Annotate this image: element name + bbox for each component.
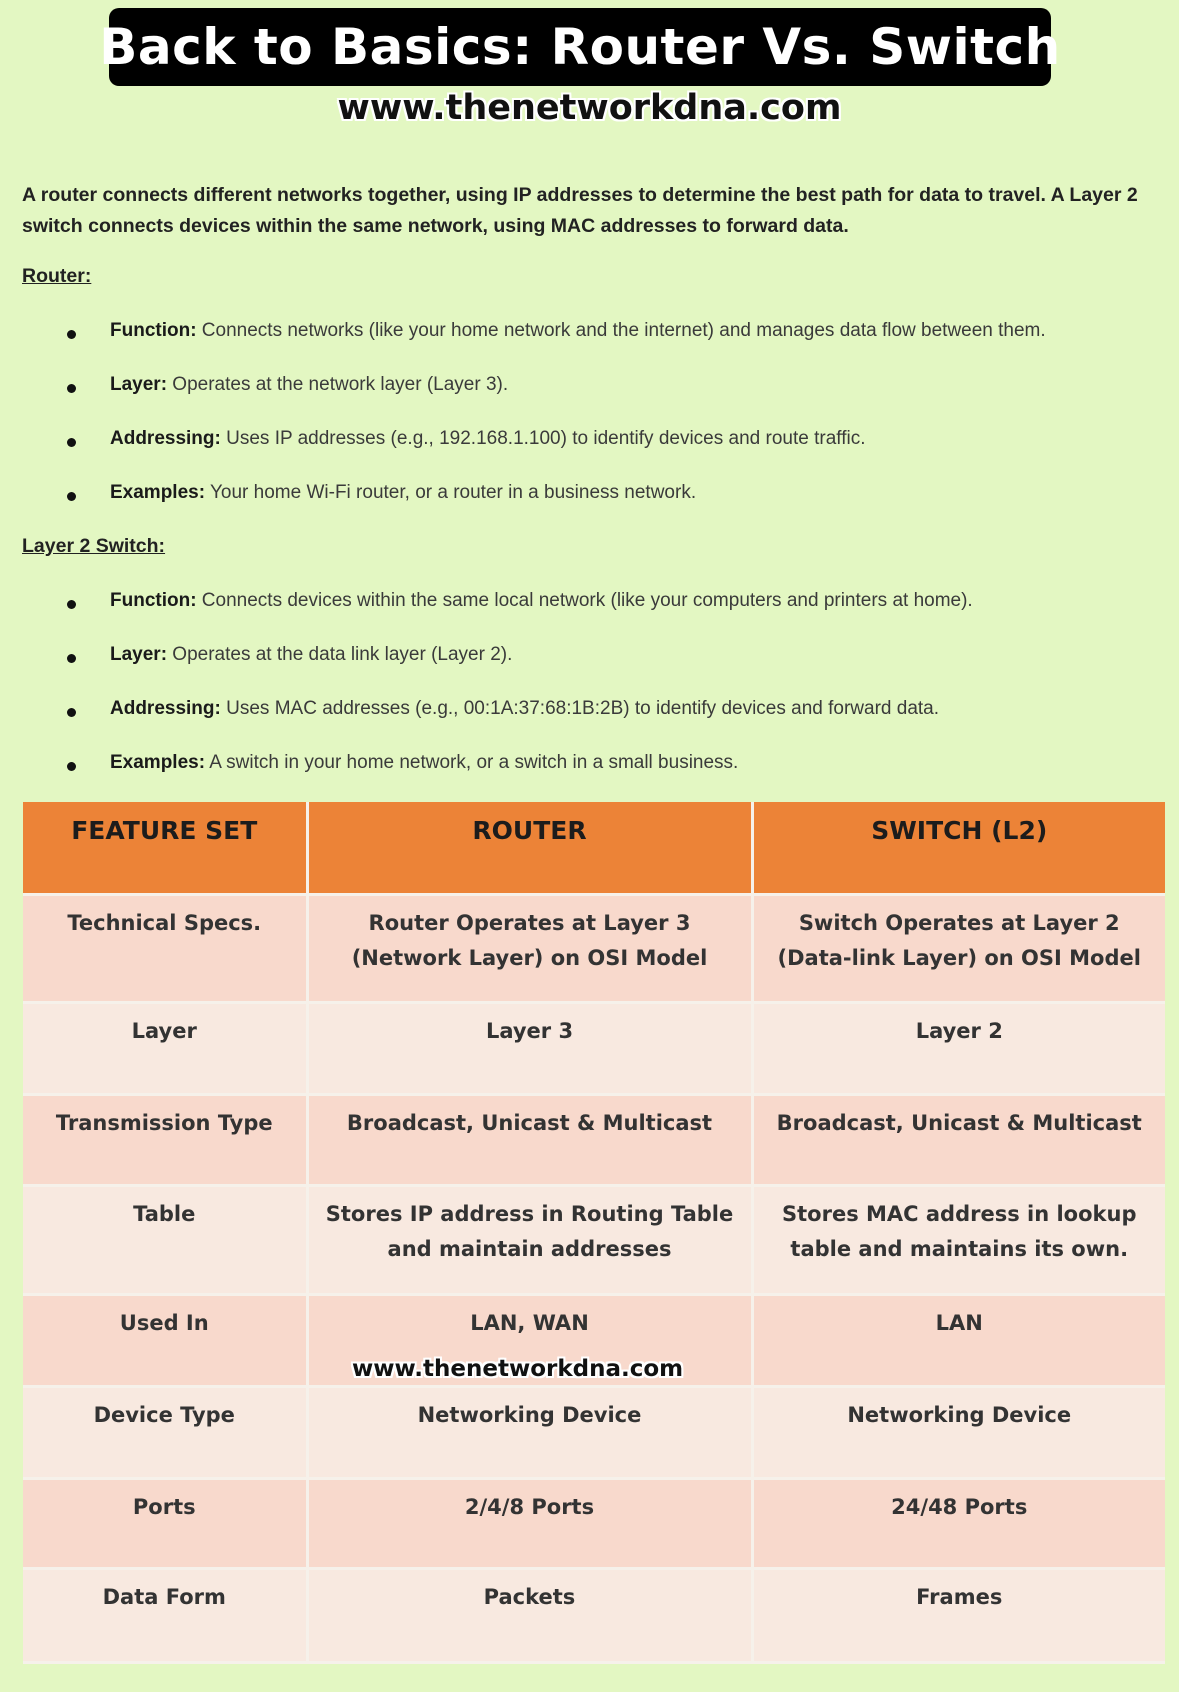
table-header-row (23, 802, 1165, 894)
list-item (0, 752, 1179, 806)
bullet-desc: A switch in your home network, or a switch in a small business. (205, 752, 739, 773)
watermark-url: www.thenetworkdna.com (352, 1356, 684, 1382)
switch-cell: Switch Operates at Layer 2 (Data-link Layer) on OSI Model (752, 894, 1165, 1002)
bullet-text (110, 320, 1046, 342)
switch-cell: Stores MAC address in lookup table and maintains its own. (752, 1185, 1165, 1294)
bullet-desc: Operates at the network layer (Layer 3). (167, 374, 509, 395)
bullet-text (110, 644, 512, 666)
list-item (0, 374, 1179, 428)
switch-cell: Broadcast, Unicast & Multicast (752, 1094, 1165, 1185)
bullet-key: Examples: (110, 752, 206, 773)
bullet-key: Examples: (110, 482, 206, 503)
bullet-desc: Connects devices within the same local network (like your computers and printers at home). (196, 590, 973, 611)
bullet-icon (67, 384, 76, 393)
bullet-icon (67, 600, 76, 609)
bullet-text (110, 482, 696, 504)
bullet-desc: Uses MAC addresses (e.g., 00:1A:37:68:1B:2B) to identify devices and forward data. (220, 698, 940, 719)
table-row (23, 1568, 1165, 1662)
router-cell: LAN, WAN (307, 1294, 752, 1386)
switch-cell: Networking Device (752, 1386, 1165, 1478)
list-item (0, 590, 1179, 644)
header-router: ROUTER (307, 802, 752, 894)
switch-bullet-list (0, 590, 1179, 806)
router-cell: 2/4/8 Ports (307, 1478, 752, 1568)
header-switch: SWITCH (L2) (752, 802, 1165, 894)
table-row (23, 1478, 1165, 1568)
router-cell: Packets (307, 1568, 752, 1662)
title-banner (99, 8, 1061, 86)
intro-paragraph: A router connects different networks together, using IP addresses to determine the best path for data to travel. A Layer 2 switch connects devices within the same network, using MAC addresses to forward data. (22, 184, 1138, 237)
feature-cell: Layer (23, 1002, 307, 1094)
list-item (0, 644, 1179, 698)
header-feature-set: FEATURE SET (23, 802, 307, 894)
bullet-desc: Your home Wi-Fi router, or a router in a business network. (205, 482, 697, 503)
website-url: www.thenetworkdna.com (337, 88, 842, 128)
bullet-icon (67, 654, 76, 663)
bullet-key: Function: (110, 590, 197, 611)
bullet-icon (67, 330, 76, 339)
bullet-icon (67, 438, 76, 447)
switch-cell: 24/48 Ports (752, 1478, 1165, 1568)
switch-cell: Frames (752, 1568, 1165, 1662)
table-row (23, 1386, 1165, 1478)
feature-cell: Data Form (23, 1568, 307, 1662)
list-item (0, 698, 1179, 752)
bullet-key: Layer: (110, 374, 168, 395)
switch-cell: Layer 2 (752, 1002, 1165, 1094)
bullet-icon (67, 492, 76, 501)
router-section-heading: Router: (22, 265, 92, 287)
router-cell: Stores IP address in Routing Table and maintain addresses (307, 1185, 752, 1294)
table-row (23, 1002, 1165, 1094)
bullet-key: Addressing: (110, 698, 221, 719)
router-cell: Broadcast, Unicast & Multicast (307, 1094, 752, 1185)
feature-cell: Ports (23, 1478, 307, 1568)
bullet-desc: Uses IP addresses (e.g., 192.168.1.100) to identify devices and route traffic. (220, 428, 866, 449)
list-item (0, 428, 1179, 482)
router-cell: Networking Device (307, 1386, 752, 1478)
router-cell: Router Operates at Layer 3 (Network Layer) on OSI Model (307, 894, 752, 1002)
bullet-text (110, 752, 738, 774)
bullet-icon (67, 762, 76, 771)
bullet-text (110, 374, 508, 396)
feature-cell: Transmission Type (23, 1094, 307, 1185)
bullet-desc: Connects networks (like your home network and the internet) and manages data flow between them. (196, 320, 1046, 341)
feature-cell: Technical Specs. (23, 894, 307, 1002)
comparison-table (23, 802, 1165, 1664)
feature-cell: Table (23, 1185, 307, 1294)
feature-cell: Used In (23, 1294, 307, 1386)
router-bullet-list (0, 320, 1179, 536)
list-item (0, 320, 1179, 374)
list-item (0, 482, 1179, 536)
bullet-key: Function: (110, 320, 197, 341)
switch-cell: LAN (752, 1294, 1165, 1386)
switch-section-heading: Layer 2 Switch: (22, 535, 166, 557)
bullet-desc: Operates at the data link layer (Layer 2). (167, 644, 513, 665)
table-row (23, 894, 1165, 1002)
bullet-text (110, 698, 939, 720)
router-cell: Layer 3 (307, 1002, 752, 1094)
table-row (23, 1094, 1165, 1185)
feature-cell: Device Type (23, 1386, 307, 1478)
bullet-key: Addressing: (110, 428, 221, 449)
page-title: Back to Basics: Router Vs. Switch (99, 18, 1061, 76)
bullet-text (110, 590, 973, 612)
bullet-text (110, 428, 865, 450)
table-row (23, 1185, 1165, 1294)
bullet-icon (67, 708, 76, 717)
bullet-key: Layer: (110, 644, 168, 665)
